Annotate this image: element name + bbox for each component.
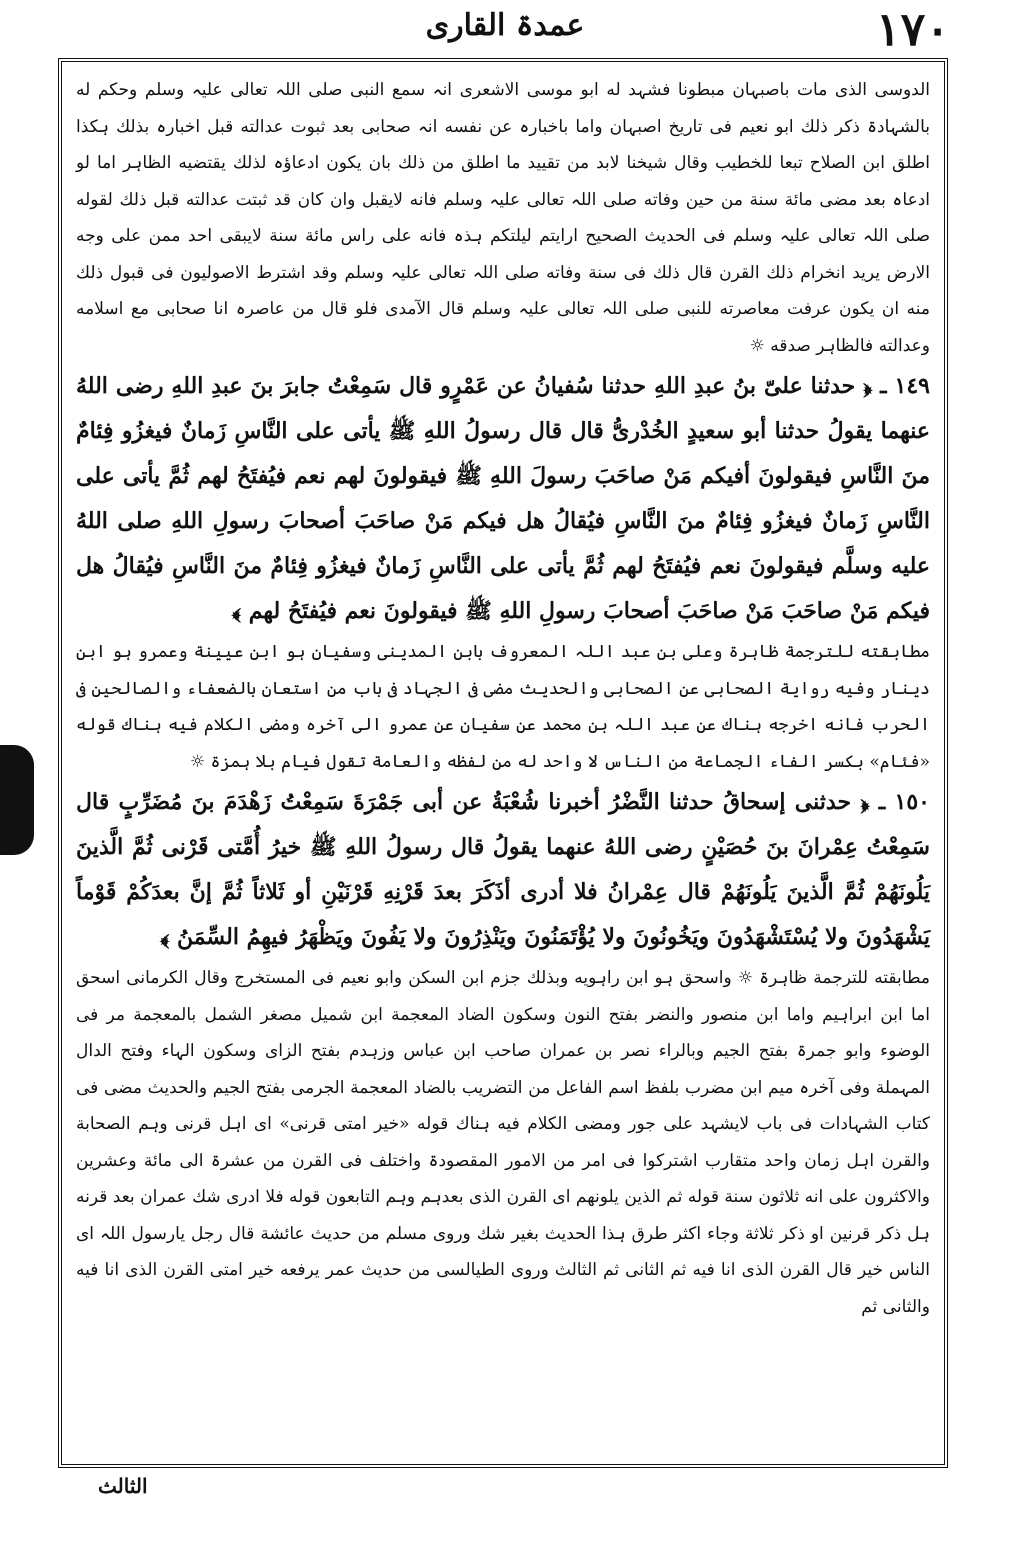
signature-mark: الثالث: [98, 1474, 148, 1498]
text-line: علی انه ثلاثون سنة قوله ثم الذین یلونهم ای القرن الذی بعدہم وہم التابعون قوله فلا ادری شك عمران بعد قرنه ہل ذکر: [76, 1187, 930, 1244]
text-line: ذلك منه ان یکون عرفت معاصرته للنبی صلی اللہ تعالی علیہ وسلم قال الآمدی فلو قال من عاصرہ انا صحابی مع اسلامه: [76, 262, 930, 319]
text-line: ﴿ حدثنی إسحاقُ حدثنا النَّضْرُ أخبرنا شُعْبَةُ عن أبی جَمْرَةَ سَمِعْتُ زَهْدَمَ بنَ مُضَرِّبٍ: [118, 789, 870, 815]
text-line: الصحابی عن الصحابی والحدیث مضی فی الجہاد فی باب من استعان بالضعفاء والصالحین فی الحرب فانه اخرجه ہناك عن: [76, 678, 931, 735]
running-title: عمدۃ القاری: [425, 8, 585, 43]
text-line: اللهُ عنهما یقولُ حدثنا أبو سعیدٍ الخُدْریُّ قال قال رسولُ اللهِ ﷺ یأتی علی النَّاسِ زَمانٌ فیغزُو: [76, 373, 930, 444]
commentary-paragraph: [76, 72, 930, 364]
text-line: وعدالته فالظاہر صدقه ☼: [749, 335, 930, 356]
text-line: اہل زمان واحد متقارب اشترکوا فی امر من الامور المقصودۃ واختلف فی القرن من عشرۃ الی مائة وعشرین والاکثرون: [76, 1150, 930, 1207]
text-line: اسحق اما ابن ابراہیم واما ابن منصور والنضر بفتح النون وسکون الضاد المعجمة ابن شمیل مصغر الشمل بالمعجمة مر فی: [76, 968, 930, 1025]
text-line: قرنین او ذکر ثلاثة وجاء اکثر طرق ہذا الحدیث بغیر شك وروی مسلم من حدیث عائشة قال رجل یارسول اللہ ای الناس: [76, 1223, 931, 1280]
hadith-number: ١٥٠ ـ: [878, 789, 930, 815]
text-line: بعدَکُمْ قَوْماً یَشْهَدُونَ ولا یُسْتَشْهَدُونَ ویَخُونُونَ ولا یُؤْتَمَنُونَ ویَنْذِرُونَ ولا یَفُونَ ویَظْهَرُ فیهِمُ السِّمَنُ ﴾: [76, 879, 930, 950]
text-line: ﴿ حدثنا علیّ بنُ عبدِ اللهِ حدثنا سُفیانُ عن عَمْرٍو قال سَمِعْتُ جابرَ بنَ عبدِ اللهِ رضی: [115, 373, 873, 399]
text-line: الوضوء وابو جمرۃ بفتح الجیم وبالراء نصر بن عمران صاحب ابن عباس وزہدم بفتح الزای وسکون الہاء وفتح الدال المہملة: [76, 1041, 930, 1098]
commentary-paragraph: [76, 634, 930, 780]
text-line: ذکر ذلك ابو نعیم فی تاریخ اصبہان واما باخبارہ عن نفسه انہ صحابی بعد ثبوت عدالته قبل اخبارہ بذلك ہکذا: [76, 116, 860, 137]
text-line: النَّاسِ زَمانٌ فیغزُو فِئامٌ منَ النَّاسِ فیُقالُ هل فیکم مَنْ صاحَبَ أصحابَ رسولِ اللهِ صلی اللهُ علیه: [76, 508, 930, 579]
hadith-number: ١٤٩ ـ: [880, 373, 930, 399]
text-line: الدوسی الذی مات باصبہان مبطونا فشہد له ابو موسی الاشعری انہ سمع النبی صلی اللہ تعالی علیہ وسلم وحکم له بالشہادۃ: [76, 80, 930, 137]
text-frame: [58, 58, 948, 1468]
text-line: الظاہر اما لو ادعاہ بعد مضی مائة سنة من حین وفاته صلی اللہ تعالی علیہ وسلم فانه لایقبل وان کان قد ثبتت عدالته قبل: [76, 153, 931, 210]
text-line: وفی آخرہ میم ابن مضرب بلفظ اسم الفاعل من التضریب بالضاد المعجمة الجرمی بفتح الجیم والحدیث مضی فی کتاب: [76, 1077, 930, 1134]
hadith-paragraph: [76, 364, 930, 634]
text-line: الَّذینَ یَلُونَهُمْ ثُمَّ الَّذینَ یَلُونَهُمْ قال عِمْرانُ فلا أدری أذَکَرَ بعدَ قَرْنِهِ قَرْنَیْنِ أو ثَلاثاً ثُمَّ إنَّ: [76, 834, 930, 905]
commentary-paragraph: [76, 960, 930, 1325]
page-number: ١٧٠: [875, 2, 950, 56]
text-line: صاحَبَ مَنْ صاحَبَ أصحابَ رسولِ اللهِ ﷺ فیقولونَ نعم فیُفتَحُ لهم ﴾: [232, 598, 843, 624]
text-line: خیر قال القرن الذی انا فیه ثم الثانی ثم الثالث وروی الطیالسی من حدیث عمر یرفعه خیر امتی القرن الذی انا فیه والثانی ثم: [76, 1260, 930, 1317]
hadith-paragraph: [76, 780, 930, 960]
text-line: ذلك لقوله صلی اللہ تعالی علیہ وسلم فی الحدیث الصحیح ارایتم لیلتکم ہذہ فانه علی راس مائة سنة لایبقی احد ممن علی: [76, 189, 931, 246]
text-line: اطلق ابن الصلاح تبعا للخطیب وقال شیخنا لابد من تقیید ما اطلق من ذلك بان یکون ادعاؤہ لذلك یقتضیه: [178, 153, 931, 173]
text-line: من لفظه والعامة تقول فیام بلا ہمزۃ ☼: [189, 751, 512, 772]
text-line: مطابقته للترجمة ظاہرۃ ☼ واسحق ہو ابن راہویه وبذلك جزم ابن السکن وابو نعیم فی المستخرج وقال الکرمانی: [126, 968, 930, 988]
text-line: قال سَمِعْتُ عِمْرانَ بنَ حُصَیْنٍ رضی اللهُ عنهما یقولُ قال رسولُ اللهِ ﷺ خیرُ أُمَّتی قَرْنی ثُمَّ: [76, 789, 930, 860]
text-line: فِئامٌ منَ النَّاسِ فیقولونَ أفیکم مَنْ صاحَبَ رسولَ اللهِ ﷺ فیقولونَ لهم نعم فیُفتَحُ لهم ثُمَّ یأتی علی: [76, 418, 930, 489]
text-line: مطابقته للترجمة ظاہرۃ وعلی بن عبد اللہ المعروف بابن المدینی وسفیان ہو ابن عیینة وعمرو ہو ابن دینار وفیه روایة: [76, 642, 930, 699]
page-header: [40, 0, 970, 58]
text-line: الشہادات فی باب لایشہد علی جور ومضی الکلام فیه ہناك قوله «خیر امتی قرنی» ای اہل قرنی وہم الصحابة والقرن: [76, 1114, 930, 1171]
text-line: عبد اللہ بن محمد عن سفیان عن عمرو الی آخرہ ومضی الکلام فیه ہناك قوله «فئام» بکسر الفاء الجماعة من الناس لا واحد له: [76, 715, 930, 772]
text-line: وجه الارض یرید انخرام ذلك القرن قال ذلك فی سنة وفاته صلی اللہ تعالی علیہ وسلم وقد اشترط الاصولیون فی قبول: [76, 226, 930, 283]
text-line: وسلَّم فیقولونَ نعم فیُفتَحُ لهم ثُمَّ یأتی علی النَّاسِ زَمانٌ فیغزُو فِئامٌ منَ النَّاسِ فیُقالُ هل فیکم مَنْ: [76, 553, 930, 624]
binding-tab: [0, 745, 34, 855]
